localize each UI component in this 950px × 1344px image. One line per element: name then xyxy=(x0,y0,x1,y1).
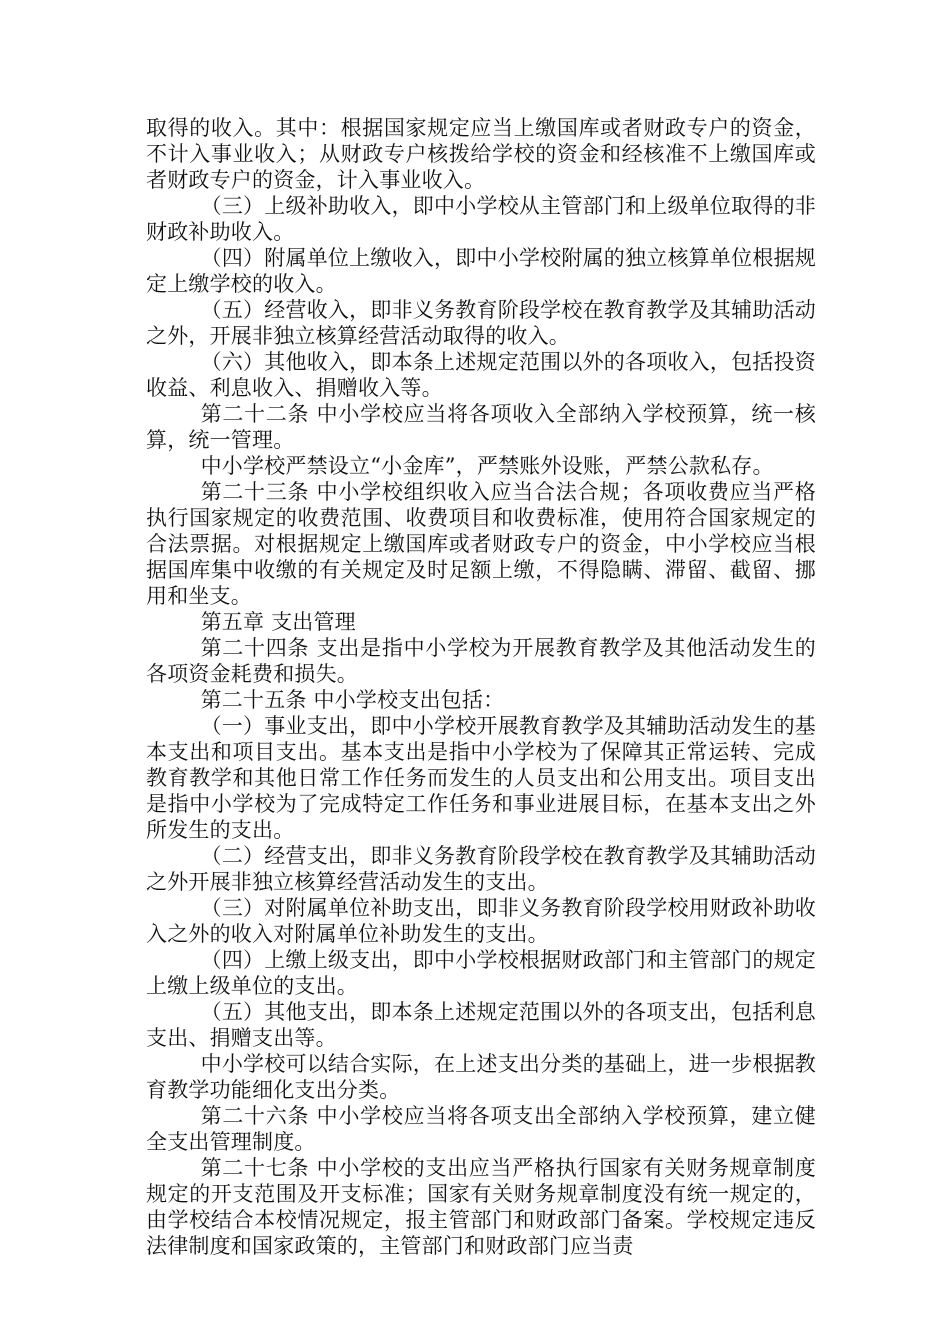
paragraph-affiliated-unit-income: （四）附属单位上缴收入，即中小学校附属的独立核算单位根据规定上缴学校的收入。 xyxy=(146,246,816,296)
paragraph-superior-remittance-expenditure: （四）上缴上级支出，即中小学校根据财政部门和主管部门的规定上缴上级单位的支出。 xyxy=(146,948,816,998)
paragraph-operating-expenditure: （二）经营支出，即非义务教育阶段学校在教育教学及其辅助活动之外开展非独立核算经营活动发生的支出。 xyxy=(146,844,816,894)
chapter-five-heading: 第五章 支出管理 xyxy=(200,610,356,634)
paragraph-operating-income: （五）经营收入，即非义务教育阶段学校在教育教学及其辅助活动之外，开展非独立核算经营活动取得的收入。 xyxy=(146,298,816,348)
document-body xyxy=(146,115,816,1259)
paragraph-other-expenditure: （五）其他支出，即本条上述规定范围以外的各项支出，包括利息支出、捐赠支出等。 xyxy=(146,1000,816,1050)
paragraph-article-23: 第二十三条 中小学校组织收入应当合法合规；各项收费应当严格执行国家规定的收费范围、收费项目和收费标准，使用符合国家规定的合法票据。对根据规定上缴国库或者财政专户的资金，中小学校应当根据国库集中收缴的有关规定及时足额上缴，不得隐瞒、滞留、截留、挪用和坐支。 xyxy=(146,480,816,608)
paragraph-article-26: 第二十六条 中小学校应当将各项支出全部纳入学校预算，建立健全支出管理制度。 xyxy=(146,1104,816,1154)
paragraph-article-27: 第二十七条 中小学校的支出应当严格执行国家有关财务规章制度规定的开支范围及开支标准；国家有关财务规章制度没有统一规定的，由学校结合本校情况规定，报主管部门和财政部门备案。学校规定违反法律制度和国家政策的，主管部门和财政部门应当责 xyxy=(146,1156,816,1258)
paragraph-article-25: 第二十五条 中小学校支出包括： xyxy=(200,688,505,712)
paragraph-other-income: （六）其他收入，即本条上述规定范围以外的各项收入，包括投资收益、利息收入、捐赠收入等。 xyxy=(146,350,816,400)
paragraph-article-24: 第二十四条 支出是指中小学校为开展教育教学及其他活动发生的各项资金耗费和损失。 xyxy=(146,636,816,686)
paragraph-superior-subsidy-income: （三）上级补助收入，即中小学校从主管部门和上级单位取得的非财政补助收入。 xyxy=(146,194,816,244)
paragraph-affiliated-subsidy-expenditure: （三）对附属单位补助支出，即非义务教育阶段学校用财政补助收入之外的收入对附属单位补助发生的支出。 xyxy=(146,896,816,946)
paragraph-no-slush-fund: 中小学校严禁设立“小金库”，严禁账外设账，严禁公款私存。 xyxy=(200,454,774,478)
paragraph-refine-classification: 中小学校可以结合实际，在上述支出分类的基础上，进一步根据教育教学功能细化支出分类。 xyxy=(146,1052,816,1102)
paragraph-article-22: 第二十二条 中小学校应当将各项收入全部纳入学校预算，统一核算，统一管理。 xyxy=(146,402,816,452)
paragraph-continued-income: 取得的收入。其中：根据国家规定应当上缴国库或者财政专户的资金，不计入事业收入；从财政专户核拨给学校的资金和经核准不上缴国库或者财政专户的资金，计入事业收入。 xyxy=(146,116,816,192)
paragraph-business-expenditure: （一）事业支出，即中小学校开展教育教学及其辅助活动发生的基本支出和项目支出。基本支出是指中小学校为了保障其正常运转、完成教育教学和其他日常工作任务而发生的人员支出和公用支出。项目支出是指中小学校为了完成特定工作任务和事业进展目标，在基本支出之外所发生的支出。 xyxy=(146,714,816,842)
